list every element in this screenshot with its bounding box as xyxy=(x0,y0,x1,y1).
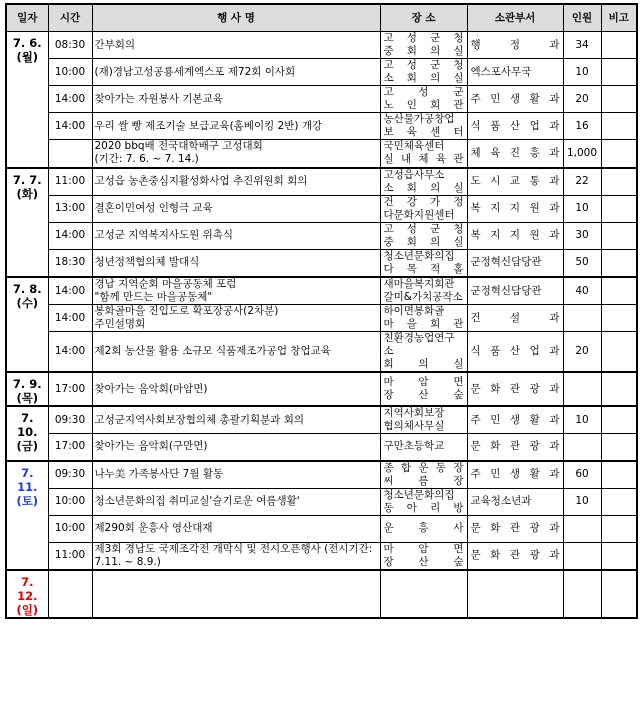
dept-cell: 건 설 과 xyxy=(467,305,563,332)
venue-line2: 씨 름 장 xyxy=(383,474,464,487)
venue-line2: 노 인 회 관 xyxy=(383,99,464,111)
event-name: (재)경남고성공룡세계엑스포 제72회 이사회 xyxy=(94,65,296,78)
dept-cell: 문 화 관 광 과 xyxy=(467,372,563,406)
venue-line1: 고 성 군 청 xyxy=(383,32,464,44)
weekday-label: (일) xyxy=(16,603,39,617)
venue-cell xyxy=(380,140,467,168)
event-name: 찾아가는 자원봉사 기본교육 xyxy=(94,92,223,105)
venue-line1: 고 성 군 청 xyxy=(383,222,464,235)
date-cell xyxy=(6,372,48,406)
date-label: 7. 10. xyxy=(17,411,38,439)
dept-cell: 도 시 교 통 과 xyxy=(467,168,563,196)
header-count: 인원 xyxy=(563,4,601,32)
event-detail: 주민설명회 xyxy=(94,318,146,330)
note-cell xyxy=(601,222,637,249)
venue-line1: 청소년문화의집 xyxy=(383,488,455,501)
table-row xyxy=(6,488,637,515)
table-row xyxy=(6,249,637,277)
table-row xyxy=(6,570,637,618)
time-cell: 10:00 xyxy=(48,515,92,542)
date-cell xyxy=(6,406,48,461)
schedule-table xyxy=(5,3,638,619)
event-cell xyxy=(92,406,380,434)
dept-cell: 군정혁신담당관 xyxy=(467,277,563,305)
venue-cell xyxy=(380,372,467,406)
dept-cell: 문 화 관 광 과 xyxy=(467,515,563,542)
header-event: 행 사 명 xyxy=(92,4,380,32)
count-cell xyxy=(563,305,601,332)
venue-cell xyxy=(380,515,467,542)
note-cell xyxy=(601,406,637,434)
note-cell xyxy=(601,570,637,618)
venue-line1: 고 성 군 xyxy=(383,86,464,98)
venue-cell xyxy=(380,305,467,332)
event-name: 찾아가는 음악회(마암면) xyxy=(94,382,208,395)
date-label: 7. 9. xyxy=(12,377,42,391)
table-row xyxy=(6,32,637,59)
note-cell xyxy=(601,113,637,140)
time-cell: 09:30 xyxy=(48,406,92,434)
table-row xyxy=(6,434,637,461)
weekday-label: (화) xyxy=(16,186,39,201)
table-row xyxy=(6,332,637,373)
table-row xyxy=(6,461,637,489)
event-cell xyxy=(92,195,380,222)
count-cell: 30 xyxy=(563,222,601,249)
count-cell: 16 xyxy=(563,113,601,140)
venue-line1: 운 흥 사 xyxy=(383,522,464,534)
dept-cell: 주 민 생 활 과 xyxy=(467,86,563,113)
date-label: 7. 12. xyxy=(17,575,38,603)
count-cell: 34 xyxy=(563,32,601,59)
table-row xyxy=(6,168,637,196)
note-cell xyxy=(601,434,637,461)
dept-cell: 군정혁신담당관 xyxy=(467,249,563,277)
note-cell xyxy=(601,488,637,515)
venue-line1: 새마을복지회관 xyxy=(383,278,455,290)
time-cell: 17:00 xyxy=(48,372,92,406)
table-row xyxy=(6,372,637,406)
event-name: 우리 쌀 빵 제조기술 보급교육(홈베이킹 2반) 개강 xyxy=(94,119,323,132)
note-cell xyxy=(601,515,637,542)
event-name: 찾아가는 음악회(구만면) xyxy=(94,440,208,453)
venue-line1: 고성읍사무소 xyxy=(383,168,445,181)
weekday-label: (금) xyxy=(16,439,39,453)
venue-line2: 마 을 회 관 xyxy=(383,318,464,330)
venue-line1: 친환경농업연구소 xyxy=(383,332,455,357)
venue-line2: 장 산 숲 xyxy=(383,389,464,401)
event-name: 제2회 농산물 활용 소규모 식품제조가공업 창업교육 xyxy=(94,345,331,357)
weekday-label: (토) xyxy=(16,493,39,508)
event-cell xyxy=(92,372,380,406)
venue-cell xyxy=(380,277,467,305)
time-cell: 14:00 xyxy=(48,113,92,140)
count-cell: 20 xyxy=(563,86,601,113)
venue-line1: 마 암 면 xyxy=(383,542,464,555)
venue-line1: 국민체육센터 xyxy=(383,140,445,153)
table-row xyxy=(6,515,637,542)
dept-cell: 복 지 지 원 과 xyxy=(467,222,563,249)
header-venue: 장 소 xyxy=(380,4,467,32)
venue-line1: 건 강 가 정 xyxy=(383,195,464,208)
event-cell xyxy=(92,140,380,168)
header-row xyxy=(6,4,637,32)
date-label: 7. 7. xyxy=(12,172,42,187)
venue-cell xyxy=(380,32,467,59)
dept-cell: 복 지 지 원 과 xyxy=(467,195,563,222)
venue-line2: 소 회 의 실 xyxy=(383,181,464,194)
time-cell: 14:00 xyxy=(48,86,92,113)
table-row xyxy=(6,140,637,168)
venue-line2: 갈미&가치공작소 xyxy=(383,291,463,303)
header-note: 비고 xyxy=(601,4,637,32)
event-name: 고성군 지역복지사도원 위촉식 xyxy=(94,229,234,241)
time-cell: 09:30 xyxy=(48,461,92,489)
dept-cell: 교육청소년과 xyxy=(467,488,563,515)
event-detail: (기간: 7. 6. ~ 7. 14.) xyxy=(94,153,199,166)
note-cell xyxy=(601,461,637,489)
dept-cell: 식 품 산 업 과 xyxy=(467,113,563,140)
event-cell xyxy=(92,434,380,461)
event-cell xyxy=(92,542,380,570)
venue-cell xyxy=(380,222,467,249)
dept-cell: 체 육 진 흥 과 xyxy=(467,140,563,168)
date-cell xyxy=(6,32,48,168)
event-name: 2020 bbq배 전국대학배구 고성대회 xyxy=(94,140,263,153)
venue-cell xyxy=(380,113,467,140)
venue-cell xyxy=(380,406,467,434)
event-name: 경남 지역순회 마을공동체 포럼 xyxy=(94,278,237,290)
note-cell xyxy=(601,305,637,332)
date-cell xyxy=(6,461,48,571)
count-cell xyxy=(563,434,601,461)
venue-cell xyxy=(380,332,467,373)
time-cell: 11:00 xyxy=(48,168,92,196)
weekday-label: (목) xyxy=(16,391,39,405)
count-cell: 1,000 xyxy=(563,140,601,168)
count-cell xyxy=(563,372,601,406)
venue-line2: 중 회 의 실 xyxy=(383,45,464,57)
count-cell xyxy=(563,570,601,618)
schedule-body xyxy=(6,32,637,619)
dept-cell: 문 화 관 광 과 xyxy=(467,542,563,570)
venue-cell xyxy=(380,168,467,196)
dept-cell: 행 정 과 xyxy=(467,32,563,59)
note-cell xyxy=(601,372,637,406)
count-cell: 20 xyxy=(563,332,601,373)
venue-line2: 동 아 리 방 xyxy=(383,501,464,514)
venue-line2: 중 회 의 실 xyxy=(383,235,464,248)
table-row xyxy=(6,59,637,86)
venue-line2: 장 산 숲 xyxy=(383,555,464,568)
time-cell: 14:00 xyxy=(48,332,92,373)
dept-cell: 주 민 생 활 과 xyxy=(467,406,563,434)
event-name: 제290회 운흥사 영산대재 xyxy=(94,522,213,534)
venue-cell xyxy=(380,488,467,515)
event-cell xyxy=(92,305,380,332)
header-date: 일자 xyxy=(6,4,48,32)
count-cell: 50 xyxy=(563,249,601,277)
venue-line1: 청소년문화의집 xyxy=(383,249,455,262)
note-cell xyxy=(601,168,637,196)
count-cell xyxy=(563,542,601,570)
count-cell: 10 xyxy=(563,406,601,434)
venue-line1: 구만초등학교 xyxy=(383,440,445,453)
header-time: 시간 xyxy=(48,4,92,32)
dept-cell: 식 품 산 업 과 xyxy=(467,332,563,373)
venue-line2: 회 의 실 xyxy=(383,358,464,370)
note-cell xyxy=(601,86,637,113)
event-cell xyxy=(92,249,380,277)
event-name: 결혼이민여성 인형극 교육 xyxy=(94,202,213,214)
date-label: 7. 6. xyxy=(12,36,42,50)
count-cell: 60 xyxy=(563,461,601,489)
note-cell xyxy=(601,59,637,86)
table-row xyxy=(6,86,637,113)
event-name: 청년정책협의체 발대식 xyxy=(94,256,200,269)
time-cell: 17:00 xyxy=(48,434,92,461)
event-cell xyxy=(92,86,380,113)
table-row xyxy=(6,113,637,140)
event-cell xyxy=(92,515,380,542)
table-row xyxy=(6,222,637,249)
event-cell xyxy=(92,59,380,86)
time-cell: 18:30 xyxy=(48,249,92,277)
event-cell xyxy=(92,32,380,59)
event-name: 고성읍 농촌중심지활성화사업 추진위원회 회의 xyxy=(94,175,308,187)
venue-line1: 마 암 면 xyxy=(383,376,464,388)
count-cell: 10 xyxy=(563,59,601,86)
note-cell xyxy=(601,542,637,570)
venue-cell xyxy=(380,86,467,113)
event-cell xyxy=(92,488,380,515)
dept-cell xyxy=(467,570,563,618)
event-name: 고성군지역사회보장협의체 총괄기획분과 회의 xyxy=(94,413,305,426)
table-row xyxy=(6,406,637,434)
date-label: 7. 11. xyxy=(17,465,38,494)
venue-line1: 고 성 군 청 xyxy=(383,59,464,71)
venue-cell xyxy=(380,542,467,570)
event-name: 간부회의 xyxy=(94,38,136,51)
dept-cell: 주 민 생 활 과 xyxy=(467,461,563,489)
venue-cell xyxy=(380,195,467,222)
event-name: 나누美 가족봉사단 7월 활동 xyxy=(94,468,224,480)
time-cell: 11:00 xyxy=(48,542,92,570)
count-cell: 40 xyxy=(563,277,601,305)
date-label: 7. 8. xyxy=(12,282,42,296)
event-name: 제3회 경남도 국제조각전 개막식 및 전시오픈행사 (전시기간: 7.11. ~ 8.9.) xyxy=(94,542,373,568)
event-cell xyxy=(92,168,380,196)
venue-line2: 소 회 의 실 xyxy=(383,72,464,84)
time-cell xyxy=(48,570,92,618)
weekday-label: (수) xyxy=(16,296,39,310)
event-cell xyxy=(92,461,380,489)
date-cell xyxy=(6,277,48,372)
time-cell: 14:00 xyxy=(48,305,92,332)
note-cell xyxy=(601,32,637,59)
table-row xyxy=(6,195,637,222)
header-dept: 소관부서 xyxy=(467,4,563,32)
schedule-table-wrap xyxy=(5,3,636,619)
note-cell xyxy=(601,140,637,168)
venue-line1: 농산물가공창업 xyxy=(383,113,455,125)
venue-cell xyxy=(380,434,467,461)
time-cell: 10:00 xyxy=(48,488,92,515)
event-name: 봉화골마을 진입도로 확포장공사(2차분) xyxy=(94,305,279,317)
time-cell: 14:00 xyxy=(48,277,92,305)
event-cell xyxy=(92,332,380,373)
count-cell: 10 xyxy=(563,488,601,515)
count-cell: 22 xyxy=(563,168,601,196)
venue-line2: 다 목 적 홀 xyxy=(383,262,464,275)
note-cell xyxy=(601,195,637,222)
table-row xyxy=(6,277,637,305)
date-cell xyxy=(6,168,48,278)
venue-cell xyxy=(380,249,467,277)
venue-line1: 지역사회보장 xyxy=(383,407,445,419)
event-cell xyxy=(92,222,380,249)
count-cell xyxy=(563,515,601,542)
event-cell xyxy=(92,570,380,618)
event-detail: "함께 만드는 마을공동체" xyxy=(94,291,213,303)
table-row xyxy=(6,542,637,570)
venue-line2: 보 육 센 터 xyxy=(383,126,464,138)
venue-line2: 협의체사무실 xyxy=(383,420,445,432)
venue-line1: 종 합 운 동 장 xyxy=(383,461,464,474)
time-cell: 13:00 xyxy=(48,195,92,222)
dept-cell: 엑스포사무국 xyxy=(467,59,563,86)
date-cell xyxy=(6,570,48,618)
event-cell xyxy=(92,113,380,140)
event-cell xyxy=(92,277,380,305)
time-cell: 14:00 xyxy=(48,222,92,249)
venue-line2: 실 내 체 육 관 xyxy=(383,153,464,166)
note-cell xyxy=(601,277,637,305)
venue-line1: 하이면봉화골 xyxy=(383,305,445,317)
venue-line2: 다문화지원센터 xyxy=(383,208,455,221)
venue-cell xyxy=(380,461,467,489)
time-cell: 08:30 xyxy=(48,32,92,59)
dept-cell: 문 화 관 광 과 xyxy=(467,434,563,461)
count-cell: 10 xyxy=(563,195,601,222)
time-cell xyxy=(48,140,92,168)
time-cell: 10:00 xyxy=(48,59,92,86)
venue-cell xyxy=(380,59,467,86)
venue-cell xyxy=(380,570,467,618)
weekday-label: (월) xyxy=(16,50,39,64)
table-row xyxy=(6,305,637,332)
note-cell xyxy=(601,332,637,373)
note-cell xyxy=(601,249,637,277)
event-name: 청소년문화의집 취미교실'슬기로운 여름생활' xyxy=(94,495,300,507)
